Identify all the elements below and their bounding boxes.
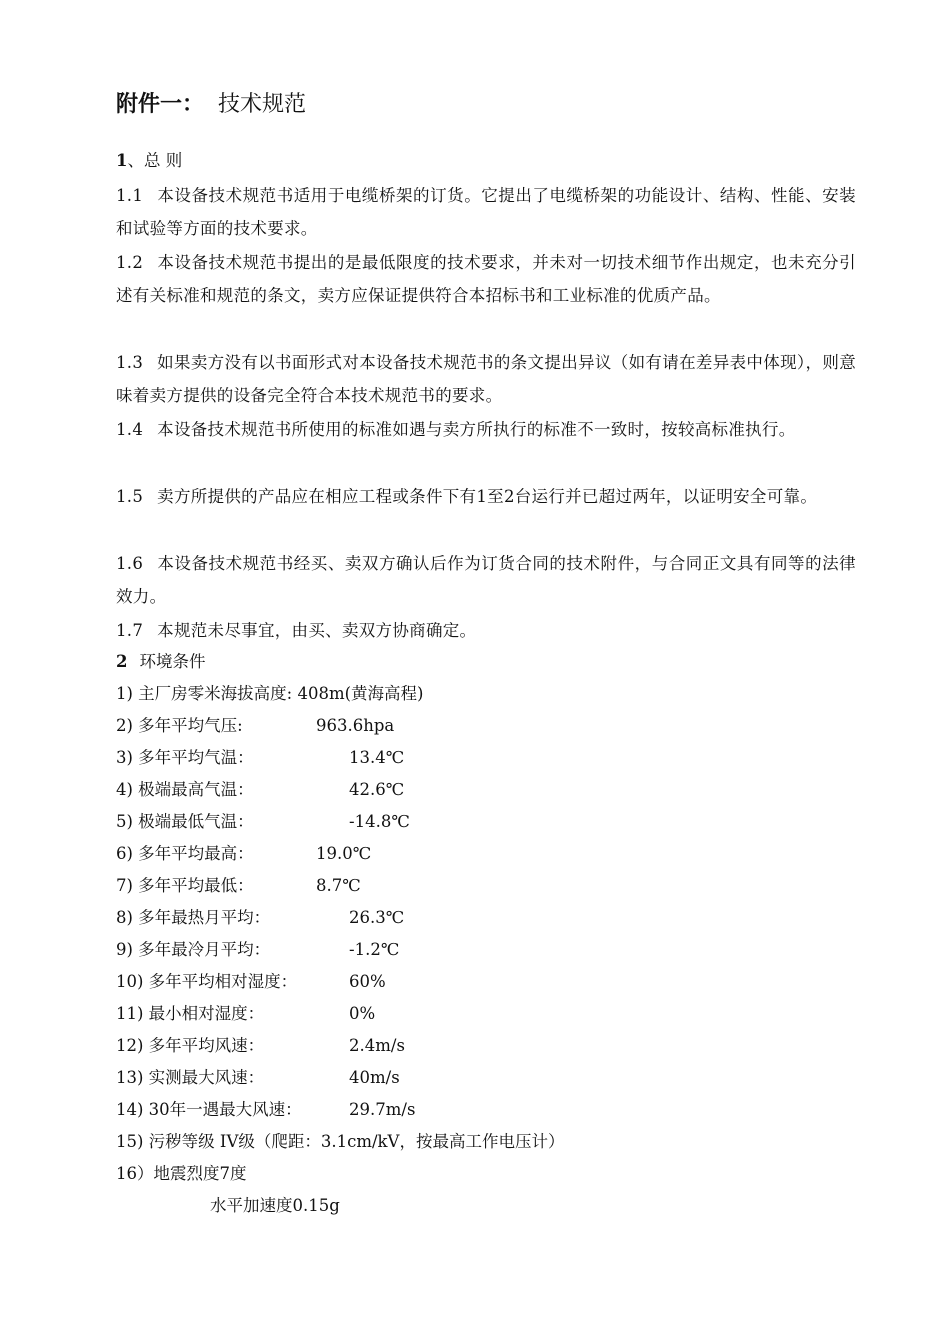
document-title: [116, 88, 306, 121]
clause-number: 1.3: [116, 353, 144, 372]
condition-label: 11) 最小相对湿度：: [116, 1004, 265, 1023]
environment-condition-row: [116, 998, 876, 1030]
environment-condition-row: [116, 710, 876, 742]
clause-1-1: [116, 179, 856, 245]
condition-label: 12) 多年平均风速：: [116, 1036, 265, 1055]
clause-text: 本设备技术规范书适用于电缆桥架的订货。它提出了电缆桥架的功能设计、结构、性能、安装和试验等方面的技术要求。: [116, 186, 856, 238]
section-1-title: 、总 则: [127, 151, 183, 170]
condition-label: 1) 主厂房零米海拔高度: 408m(黄海高程): [116, 684, 424, 703]
condition-value: -1.2℃: [349, 940, 400, 959]
section-2-title: 环境条件: [139, 652, 206, 671]
condition-value: 26.3℃: [349, 908, 405, 927]
environment-condition-row: [116, 838, 876, 870]
seismic-horizontal-acceleration: 水平加速度0.15g: [210, 1196, 340, 1215]
condition-value: 8.7℃: [316, 876, 361, 895]
clause-text: 本设备技术规范书提出的是最低限度的技术要求，并未对一切技术细节作出规定，也未充分引述有关标准和规范的条文，卖方应保证提供符合本招标书和工业标准的优质产品。: [116, 253, 856, 305]
condition-label: 16）地震烈度7度: [116, 1164, 247, 1183]
environment-condition-row: [116, 742, 876, 774]
section-2-heading: [116, 646, 205, 678]
condition-label: 3) 多年平均气温：: [116, 748, 254, 767]
environment-condition-row: [116, 1030, 876, 1062]
clause-1-2: [116, 246, 856, 312]
clause-text: 本设备技术规范书经买、卖双方确认后作为订货合同的技术附件，与合同正文具有同等的法律效力。: [116, 554, 856, 606]
condition-value: 19.0℃: [316, 844, 372, 863]
environment-condition-row: [116, 870, 876, 902]
clause-1-4: [116, 413, 856, 446]
environment-condition-row: [116, 806, 876, 838]
clause-1-3: [116, 346, 856, 412]
condition-label: 15) 污秽等级 IV级（爬距：3.1cm/kV，按最高工作电压计）: [116, 1132, 565, 1151]
clause-number: 1.1: [116, 186, 144, 205]
clause-number: 1.5: [116, 487, 144, 506]
condition-value: 0%: [349, 1004, 376, 1023]
clause-number: 1.6: [116, 554, 144, 573]
environment-condition-row: [116, 678, 876, 710]
clause-text: 本设备技术规范书所使用的标准如遇与卖方所执行的标准不一致时，按较高标准执行。: [157, 420, 796, 439]
environment-condition-row: [116, 1126, 876, 1158]
condition-label: 9) 多年最冷月平均：: [116, 940, 271, 959]
environment-condition-row: [116, 934, 876, 966]
clause-text: 如果卖方没有以书面形式对本设备技术规范书的条文提出异议（如有请在差异表中体现），则意味着卖方提供的设备完全符合本技术规范书的要求。: [116, 353, 856, 405]
condition-label: 14) 30年一遇最大风速：: [116, 1100, 302, 1119]
clause-1-7: [116, 614, 856, 647]
title-main: 技术规范: [218, 92, 307, 117]
condition-label: 13) 实测最大风速：: [116, 1068, 265, 1087]
section-1-number: 1: [116, 151, 128, 170]
condition-value: 2.4m/s: [349, 1036, 405, 1055]
clause-text: 卖方所提供的产品应在相应工程或条件下有1至2台运行并已超过两年，以证明安全可靠。: [157, 487, 818, 506]
environment-condition-row: [116, 1062, 876, 1094]
condition-label: 5) 极端最低气温：: [116, 812, 254, 831]
title-prefix: 附件一：: [116, 91, 205, 117]
condition-label: 7) 多年平均最低：: [116, 876, 254, 895]
clause-text: 本规范未尽事宜，由买、卖双方协商确定。: [157, 621, 477, 640]
condition-value: 29.7m/s: [349, 1100, 416, 1119]
clause-1-6: [116, 547, 856, 613]
section-2-number: 2: [116, 652, 128, 671]
condition-label: 10) 多年平均相对湿度：: [116, 972, 298, 991]
condition-label: 6) 多年平均最高：: [116, 844, 254, 863]
condition-value: 42.6℃: [349, 780, 405, 799]
clause-1-5: [116, 480, 856, 513]
condition-label: 8) 多年最热月平均：: [116, 908, 271, 927]
condition-value: 40m/s: [349, 1068, 400, 1087]
environment-condition-row: [116, 902, 876, 934]
condition-value: 963.6hpa: [316, 716, 395, 735]
section-1-heading: [116, 145, 182, 177]
condition-label: 2) 多年平均气压:: [116, 716, 243, 735]
condition-value: -14.8℃: [349, 812, 410, 831]
environment-condition-row: [116, 966, 876, 998]
clause-number: 1.4: [116, 420, 144, 439]
clause-number: 1.2: [116, 253, 144, 272]
clause-number: 1.7: [116, 621, 144, 640]
condition-label: 4) 极端最高气温：: [116, 780, 254, 799]
environment-condition-row: [116, 774, 876, 806]
condition-value: 60%: [349, 972, 386, 991]
environment-condition-row: [116, 1158, 876, 1190]
environment-condition-row: [116, 1094, 876, 1126]
condition-value: 13.4℃: [349, 748, 405, 767]
